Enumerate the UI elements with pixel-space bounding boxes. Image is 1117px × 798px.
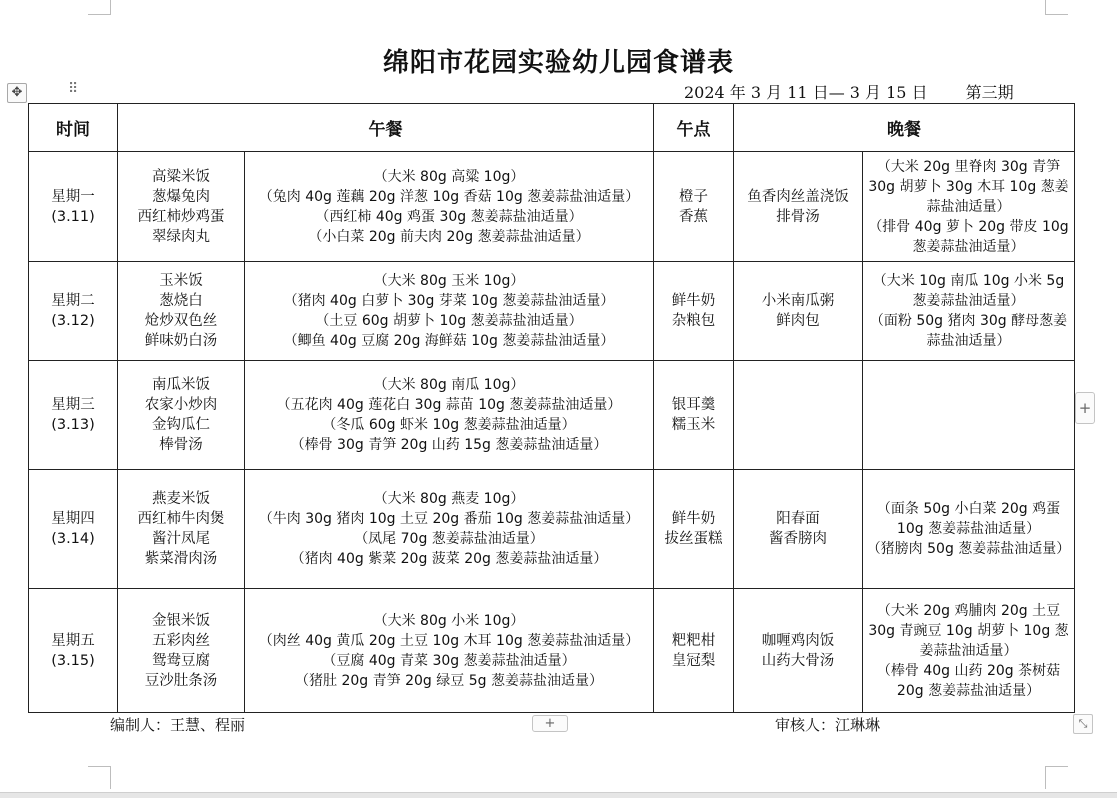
lunch-details-cell: [245, 589, 654, 713]
issue-label: 第三期: [965, 83, 1014, 102]
header-dinner: 晚餐: [734, 104, 1075, 152]
snack-cell-line: 拔丝蛋糕: [664, 531, 723, 547]
table-resize-icon[interactable]: ⤡: [1073, 714, 1093, 734]
dinner-details-cell-line: （棒骨 40g 山药 20g 茶树菇 20g 葱姜蒜盐油适量）: [876, 662, 1061, 699]
dinner-dishes-cell: [734, 361, 863, 470]
header-snack: 午点: [654, 104, 734, 152]
day-date: (3.14): [51, 531, 95, 547]
date-line: [684, 80, 1014, 103]
dinner-dishes-cell-line: 咖喱鸡肉饭: [761, 632, 835, 649]
lunch-details-cell-line: （大米 80g 玉米 10g）: [373, 273, 525, 289]
snack-cell-line: 橙子: [679, 188, 708, 205]
dinner-details-cell: [863, 262, 1075, 361]
lunch-dishes-cell-line: 高粱米饭: [152, 168, 210, 185]
lunch-dishes-cell-line: 西红柿炒鸡蛋: [137, 208, 225, 225]
lunch-details-cell-line: （五花肉 40g 莲花白 30g 蒜苗 10g 葱姜蒜盐油适量）: [276, 397, 622, 413]
day-date: (3.11): [51, 208, 95, 225]
day-name: 星期二: [51, 293, 95, 309]
page-corner-top-right: [1045, 0, 1068, 15]
page-bottom-edge: [0, 792, 1117, 798]
lunch-details-cell-line: （大米 80g 南瓜 10g）: [373, 377, 525, 393]
lunch-dishes-cell: [118, 152, 245, 262]
lunch-dishes-cell-line: 鲜味奶白汤: [144, 333, 218, 349]
lunch-dishes-cell-line: 豆沙肚条汤: [144, 672, 218, 689]
prepared-by: 编制人：王慧、程丽: [110, 716, 246, 734]
dinner-dishes-cell-line: 鱼香肉丝盖浇饭: [747, 188, 849, 205]
day-cell: [29, 361, 118, 470]
lunch-dishes-cell-line: 金钩瓜仁: [152, 417, 210, 433]
dinner-details-cell-line: （大米 20g 里脊肉 30g 青笋 30g 胡萝卜 30g 木耳 10g 葱姜蒜盐油适量）: [868, 158, 1069, 215]
header-row: [29, 104, 1075, 152]
dinner-dishes-cell-line: 鲜肉包: [776, 313, 820, 329]
dinner-details-cell-line: （猪膀肉 50g 葱姜蒜盐油适量）: [866, 541, 1071, 557]
dinner-dishes-cell: [734, 470, 863, 589]
lunch-details-cell-line: （猪肉 40g 紫菜 20g 菠菜 20g 葱姜蒜盐油适量）: [290, 551, 608, 567]
snack-cell-line: 鲜牛奶: [671, 511, 716, 527]
lunch-dishes-cell-line: 西红柿牛肉煲: [137, 511, 225, 527]
table-row: [29, 361, 1075, 470]
page-title: 绵阳市花园实验幼儿园食谱表: [382, 48, 734, 78]
snack-cell-line: 糯玉米: [671, 417, 716, 433]
day-cell: [29, 262, 118, 361]
day-date: (3.12): [51, 313, 95, 329]
lunch-details-cell-line: （肉丝 40g 黄瓜 20g 土豆 10g 木耳 10g 葱姜蒜盐油适量）: [258, 632, 640, 649]
dinner-dishes-cell: [734, 589, 863, 713]
add-row-icon[interactable]: +: [532, 715, 568, 732]
lunch-dishes-cell-line: 玉米饭: [159, 273, 203, 289]
lunch-details-cell-line: （兔肉 40g 莲藕 20g 洋葱 10g 香菇 10g 葱姜蒜盐油适量）: [258, 188, 640, 205]
day-cell: [29, 589, 118, 713]
dinner-dishes-cell-line: 酱香膀肉: [769, 531, 827, 547]
dinner-details-cell: [863, 589, 1075, 713]
lunch-details-cell-line: （猪肚 20g 青笋 20g 绿豆 5g 葱姜蒜盐油适量）: [295, 672, 603, 689]
snack-cell-line: 香蕉: [679, 208, 708, 225]
lunch-dishes-cell: [118, 470, 245, 589]
lunch-details-cell: [245, 470, 654, 589]
snack-cell-line: 杂粮包: [671, 313, 716, 329]
add-column-icon[interactable]: +: [1075, 392, 1095, 424]
dinner-dishes-cell-line: 排骨汤: [776, 208, 820, 225]
page-corner-bottom-right: [1045, 766, 1068, 789]
lunch-details-cell-line: （大米 80g 燕麦 10g）: [373, 491, 525, 507]
dinner-dishes-cell-line: 阳春面: [776, 511, 820, 527]
table-row: [29, 152, 1075, 262]
lunch-dishes-cell-line: 翠绿肉丸: [152, 228, 210, 245]
dinner-details-cell: [863, 361, 1075, 470]
lunch-dishes-cell-line: 金银米饭: [152, 612, 210, 629]
table-row: [29, 470, 1075, 589]
lunch-details-cell-line: （牛肉 30g 猪肉 10g 土豆 20g 番茄 10g 葱姜蒜盐油适量）: [258, 511, 640, 527]
lunch-details-cell-line: （冬瓜 60g 虾米 10g 葱姜蒜盐油适量）: [322, 417, 576, 433]
day-name: 星期五: [51, 632, 95, 649]
dinner-details-cell-line: （面条 50g 小白菜 20g 鸡蛋 10g 葱姜蒜盐油适量）: [876, 501, 1061, 537]
day-cell: [29, 152, 118, 262]
page-corner-top-left: [88, 0, 111, 15]
lunch-details-cell: [245, 152, 654, 262]
dinner-details-cell-line: （排骨 40g 萝卜 20g 带皮 10g 葱姜蒜盐油适量）: [868, 218, 1069, 255]
lunch-details-cell-line: （鲫鱼 40g 豆腐 20g 海鲜菇 10g 葱姜蒜盐油适量）: [283, 333, 615, 349]
lunch-details-cell-line: （猪肉 40g 白萝卜 30g 芽菜 10g 葱姜蒜盐油适量）: [283, 293, 615, 309]
lunch-details-cell-line: （土豆 60g 胡萝卜 10g 葱姜蒜盐油适量）: [315, 313, 583, 329]
drag-handle-icon[interactable]: ⠿: [68, 81, 79, 97]
dinner-details-cell-line: （面粉 50g 猪肉 30g 酵母葱姜蒜盐油适量）: [869, 313, 1068, 349]
page-corner-bottom-left: [88, 766, 111, 789]
lunch-dishes-cell-line: 酱汁凤尾: [152, 531, 210, 547]
lunch-dishes-cell: [118, 361, 245, 470]
lunch-details-cell-line: （大米 80g 小米 10g）: [373, 612, 525, 629]
header-time: 时间: [29, 104, 118, 152]
day-cell: [29, 470, 118, 589]
snack-cell-line: 鲜牛奶: [671, 293, 716, 309]
menu-table: [28, 103, 1075, 713]
table-row: [29, 262, 1075, 361]
snack-cell-line: 粑粑柑: [671, 632, 716, 649]
dinner-details-cell-line: （大米 20g 鸡脯肉 20g 土豆 30g 青豌豆 10g 胡萝卜 10g 葱姜蒜盐油适量）: [868, 602, 1069, 659]
dinner-dishes-cell-line: 山药大骨汤: [761, 652, 835, 669]
snack-cell-line: 银耳羹: [671, 397, 716, 413]
lunch-dishes-cell-line: 葱爆兔肉: [152, 188, 210, 205]
dinner-details-cell: [863, 152, 1075, 262]
dinner-details-cell: [863, 470, 1075, 589]
day-name: 星期三: [51, 397, 95, 413]
lunch-dishes-cell-line: 鸳鸯豆腐: [152, 652, 210, 669]
table-row: [29, 589, 1075, 713]
snack-cell: [654, 262, 734, 361]
dinner-dishes-cell: [734, 152, 863, 262]
lunch-details-cell: [245, 361, 654, 470]
lunch-dishes-cell-line: 五彩肉丝: [152, 632, 210, 649]
lunch-dishes-cell-line: 燕麦米饭: [152, 491, 210, 507]
snack-cell-line: 皇冠梨: [671, 652, 716, 669]
table-move-icon[interactable]: ✥: [7, 83, 27, 103]
reviewed-by: 审核人：江琳琳: [775, 716, 881, 734]
lunch-details-cell-line: （豆腐 40g 青菜 30g 葱姜蒜盐油适量）: [322, 652, 576, 669]
snack-cell: [654, 152, 734, 262]
dinner-details-cell-line: （大米 10g 南瓜 10g 小米 5g 葱姜蒜盐油适量）: [872, 273, 1065, 309]
snack-cell: [654, 589, 734, 713]
date-range: 2024 年 3 月 11 日— 3 月 15 日: [684, 83, 928, 102]
lunch-dishes-cell: [118, 589, 245, 713]
lunch-details-cell-line: （大米 80g 高粱 10g）: [373, 168, 525, 185]
day-name: 星期四: [51, 511, 95, 527]
dinner-dishes-cell-line: 小米南瓜粥: [761, 293, 835, 309]
lunch-dishes-cell-line: 南瓜米饭: [152, 377, 210, 393]
lunch-details-cell-line: （棒骨 30g 青笋 20g 山药 15g 葱姜蒜盐油适量）: [290, 437, 608, 453]
lunch-details-cell-line: （西红柿 40g 鸡蛋 30g 葱姜蒜盐油适量）: [315, 208, 583, 225]
lunch-dishes-cell-line: 紫菜滑肉汤: [144, 551, 218, 567]
day-date: (3.15): [51, 652, 95, 669]
lunch-dishes-cell-line: 葱烧白: [159, 293, 203, 309]
lunch-dishes-cell: [118, 262, 245, 361]
lunch-details-cell-line: （凤尾 70g 葱姜蒜盐油适量）: [354, 531, 544, 547]
dinner-dishes-cell: [734, 262, 863, 361]
lunch-dishes-cell-line: 炝炒双色丝: [144, 313, 218, 329]
snack-cell: [654, 361, 734, 470]
header-lunch: 午餐: [118, 104, 654, 152]
day-date: (3.13): [51, 417, 95, 433]
lunch-details-cell: [245, 262, 654, 361]
snack-cell: [654, 470, 734, 589]
lunch-details-cell-line: （小白菜 20g 前夫肉 20g 葱姜蒜盐油适量）: [308, 228, 590, 245]
lunch-dishes-cell-line: 棒骨汤: [159, 437, 203, 453]
lunch-dishes-cell-line: 农家小炒肉: [144, 397, 218, 413]
day-name: 星期一: [51, 188, 95, 205]
